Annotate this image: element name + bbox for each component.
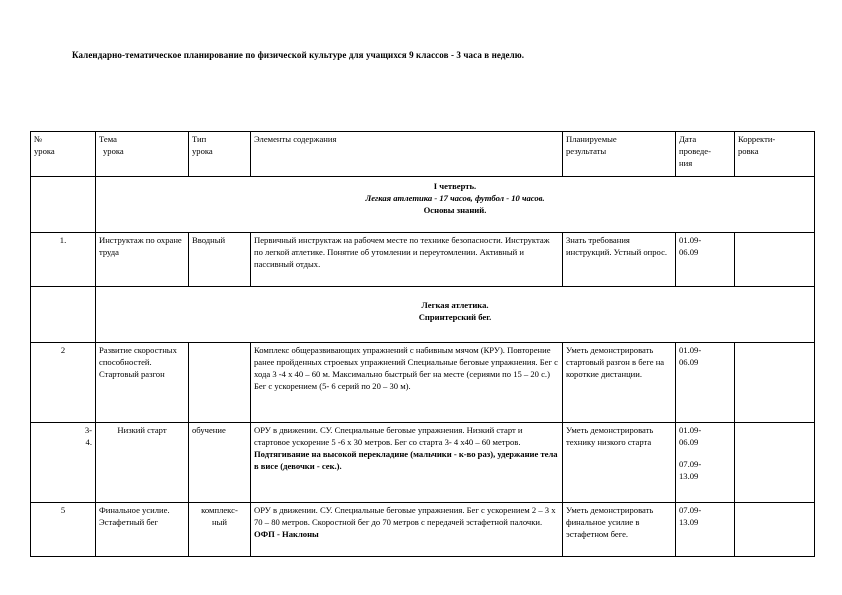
- header-elements: Элементы содержания: [251, 132, 563, 177]
- row-correction: [735, 503, 815, 557]
- table-row: [31, 343, 815, 423]
- row-elements: Комплекс общеразвивающих упражнений с набивным мячом (КРУ). Повторение ранее пройденных строевых упражнений Специальные беговые упражнения. Бег с хода 3 -4 х 40 – 60 м. Максимально быстрый бег на месте (сериями по 15 – 20 с.) Бег с ускорением (5- 6 серий по 20 – 30 м).: [251, 343, 563, 423]
- section-heading: I четверть. Легкая атлетика - 17 часов, футбол - 10 часов. Основы знаний.: [96, 177, 815, 233]
- row-topic: Развитие скоростных способностей. Стартовый разгон: [96, 343, 189, 423]
- section-heading: Легкая атлетика. Спринтерский бег.: [96, 287, 815, 343]
- row-correction: [735, 233, 815, 287]
- row-date: 01.09- 06.09: [676, 233, 735, 287]
- row-num: 1.: [31, 233, 96, 287]
- row-type: обучение: [189, 423, 251, 503]
- header-correction: Корректи- ровка: [735, 132, 815, 177]
- row-date: 01.09- 06.09 07.09- 13.09: [676, 423, 735, 503]
- row-topic: Инструктаж по охране труда: [96, 233, 189, 287]
- row-elements: Первичный инструктаж на рабочем месте по технике безопасности. Инструктаж по легкой атлетике. Понятие об утомлении и переутомлении. Активный и пассивный отдых.: [251, 233, 563, 287]
- row-results: Знать требования инструкций. Устный опрос.: [563, 233, 676, 287]
- row-elements: [251, 503, 563, 557]
- row-type: Вводный: [189, 233, 251, 287]
- table-row: [31, 503, 815, 557]
- row-elements-bold: ОФП - Наклоны: [254, 529, 319, 539]
- row-elements-text: ОРУ в движении. СУ. Специальные беговые упражнения. Бег с ускорением 2 – 3 х 70 – 80 метров. Скоростной бег до 70 метров с передачей эстафетной палочки.: [254, 505, 556, 527]
- row-results: Уметь демонстрировать финальное усилие в эстафетном беге.: [563, 503, 676, 557]
- section-row: [31, 287, 815, 343]
- row-topic: Финальное усилие. Эстафетный бег: [96, 503, 189, 557]
- row-date: 07.09- 13.09: [676, 503, 735, 557]
- header-topic: Тема урока: [96, 132, 189, 177]
- header-row: [31, 132, 815, 177]
- planning-table: [30, 131, 815, 557]
- row-num: 3- 4.: [31, 423, 96, 503]
- header-type: Тип урока: [189, 132, 251, 177]
- row-num: 5: [31, 503, 96, 557]
- section-row: [31, 177, 815, 233]
- row-elements-bold: Подтягивание на высокой перекладине (мальчики - к-во раз), удержание тела в висе (девочки - сек.).: [254, 449, 558, 471]
- row-results: Уметь демонстрировать стартовый разгон в беге на короткие дистанции.: [563, 343, 676, 423]
- table-row: [31, 233, 815, 287]
- row-elements: [251, 423, 563, 503]
- section-spacer: [31, 287, 96, 343]
- row-date: 01.09- 06.09: [676, 343, 735, 423]
- table-row: [31, 423, 815, 503]
- header-results: Планируемые результаты: [563, 132, 676, 177]
- row-type: комплекс- ный: [189, 503, 251, 557]
- row-topic: Низкий старт: [96, 423, 189, 503]
- row-num: 2: [31, 343, 96, 423]
- header-date: Дата проведе- ния: [676, 132, 735, 177]
- row-results: Уметь демонстрировать технику низкого старта: [563, 423, 676, 503]
- row-type: [189, 343, 251, 423]
- row-correction: [735, 423, 815, 503]
- row-correction: [735, 343, 815, 423]
- section-spacer: [31, 177, 96, 233]
- header-num: № урока: [31, 132, 96, 177]
- document-title: Календарно-тематическое планирование по физической культуре для учащихся 9 классов - 3 часа в неделю.: [72, 50, 525, 60]
- row-elements-text: ОРУ в движении. СУ. Специальные беговые упражнения. Низкий старт и стартовое ускорение 5 -6 х 30 метров. Бег со старта 3- 4 х40 – 60 метров.: [254, 425, 523, 447]
